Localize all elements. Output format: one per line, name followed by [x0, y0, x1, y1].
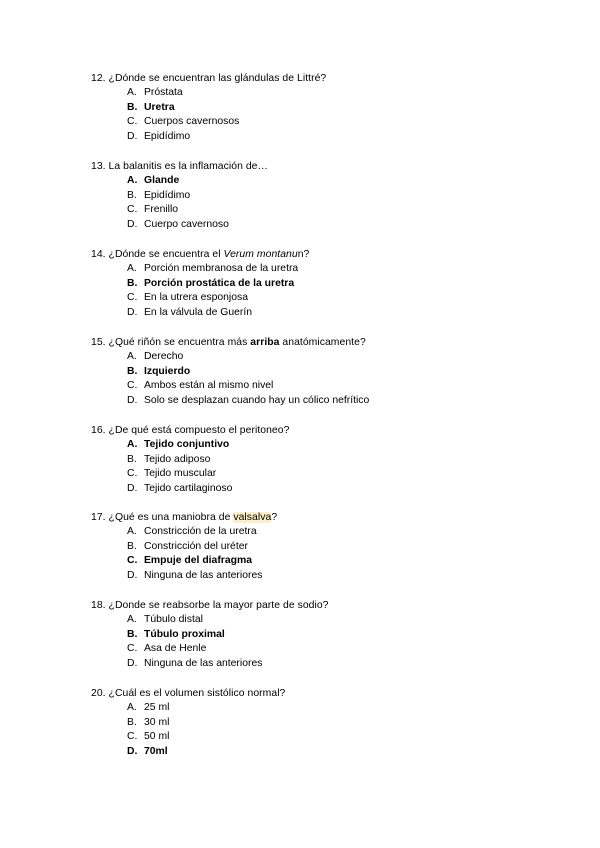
option-d: D. Solo se desplazan cuando hay un cólico nefrítico — [127, 394, 370, 406]
option-a: A. Derecho — [127, 351, 184, 362]
question-13 — [91, 159, 511, 232]
question-text: 12. ¿Dónde se encuentran las glándulas de Littré? — [91, 73, 327, 84]
question-16 — [91, 423, 511, 496]
highlighted-term: valsalva — [233, 512, 272, 523]
option-c: C. En la utrera esponjosa — [127, 292, 248, 304]
option-c: C. Asa de Henle — [127, 643, 207, 655]
option-b-correct: B. Izquierdo — [127, 365, 191, 377]
question-text: 15. ¿Qué riñón se encuentra más arriba anatómicamente? — [91, 337, 366, 348]
option-d: D. Tejido cartilaginoso — [127, 482, 233, 494]
option-c: C. 50 ml — [127, 731, 170, 743]
question-12 — [91, 71, 511, 144]
option-c: C. Cuerpos cavernosos — [127, 116, 240, 128]
option-c: C. Ambos están al mismo nivel — [127, 380, 274, 392]
question-text: 17. ¿Qué es una maniobra de valsalva? — [91, 512, 278, 523]
question-text: 20. ¿Cuál es el volumen sistólico normal? — [91, 688, 286, 699]
question-text: 13. La balanitis es la inflamación de… — [91, 161, 268, 172]
option-a-correct: A. Glande — [127, 175, 180, 186]
question-15 — [91, 335, 511, 408]
option-b: B. 30 ml — [127, 716, 170, 728]
option-a-correct: A. Tejido conjuntivo — [127, 439, 230, 450]
option-d-correct: D. 70ml — [127, 745, 168, 757]
option-b: B. Epidídimo — [127, 189, 191, 201]
option-b-correct: B. Uretra — [127, 101, 175, 113]
question-text: 16. ¿De qué está compuesto el peritoneo? — [91, 425, 290, 436]
option-d: D. Ninguna de las anteriores — [127, 569, 263, 581]
option-a: A. 25 ml — [127, 702, 170, 713]
option-a: A. Constricción de la uretra — [127, 526, 257, 537]
option-b: B. Constricción del uréter — [127, 540, 248, 552]
question-text: 14. ¿Dónde se encuentra el Verum montanun? — [91, 249, 310, 260]
option-c: C. Frenillo — [127, 204, 179, 216]
option-d: D. En la válvula de Guerín — [127, 306, 253, 318]
question-20 — [91, 686, 511, 759]
question-17 — [91, 510, 511, 583]
question-text: 18. ¿Donde se reabsorbe la mayor parte de sodio? — [91, 600, 329, 611]
option-a: A. Próstata — [127, 87, 183, 98]
option-d: D. Cuerpo cavernoso — [127, 218, 229, 230]
option-b-correct: B. Porción prostática de la uretra — [127, 277, 295, 289]
question-18 — [91, 598, 511, 671]
option-d: D. Ninguna de las anteriores — [127, 657, 263, 669]
option-c: C. Tejido muscular — [127, 468, 217, 480]
option-b: B. Tejido adiposo — [127, 453, 211, 465]
option-a: A. Túbulo distal — [127, 614, 203, 625]
option-d: D. Epidídimo — [127, 130, 191, 142]
option-c-correct: C. Empuje del diafragma — [127, 555, 252, 567]
question-14 — [91, 247, 511, 320]
option-a: A. Porción membranosa de la uretra — [127, 263, 299, 274]
option-b-correct: B. Túbulo proximal — [127, 628, 225, 640]
